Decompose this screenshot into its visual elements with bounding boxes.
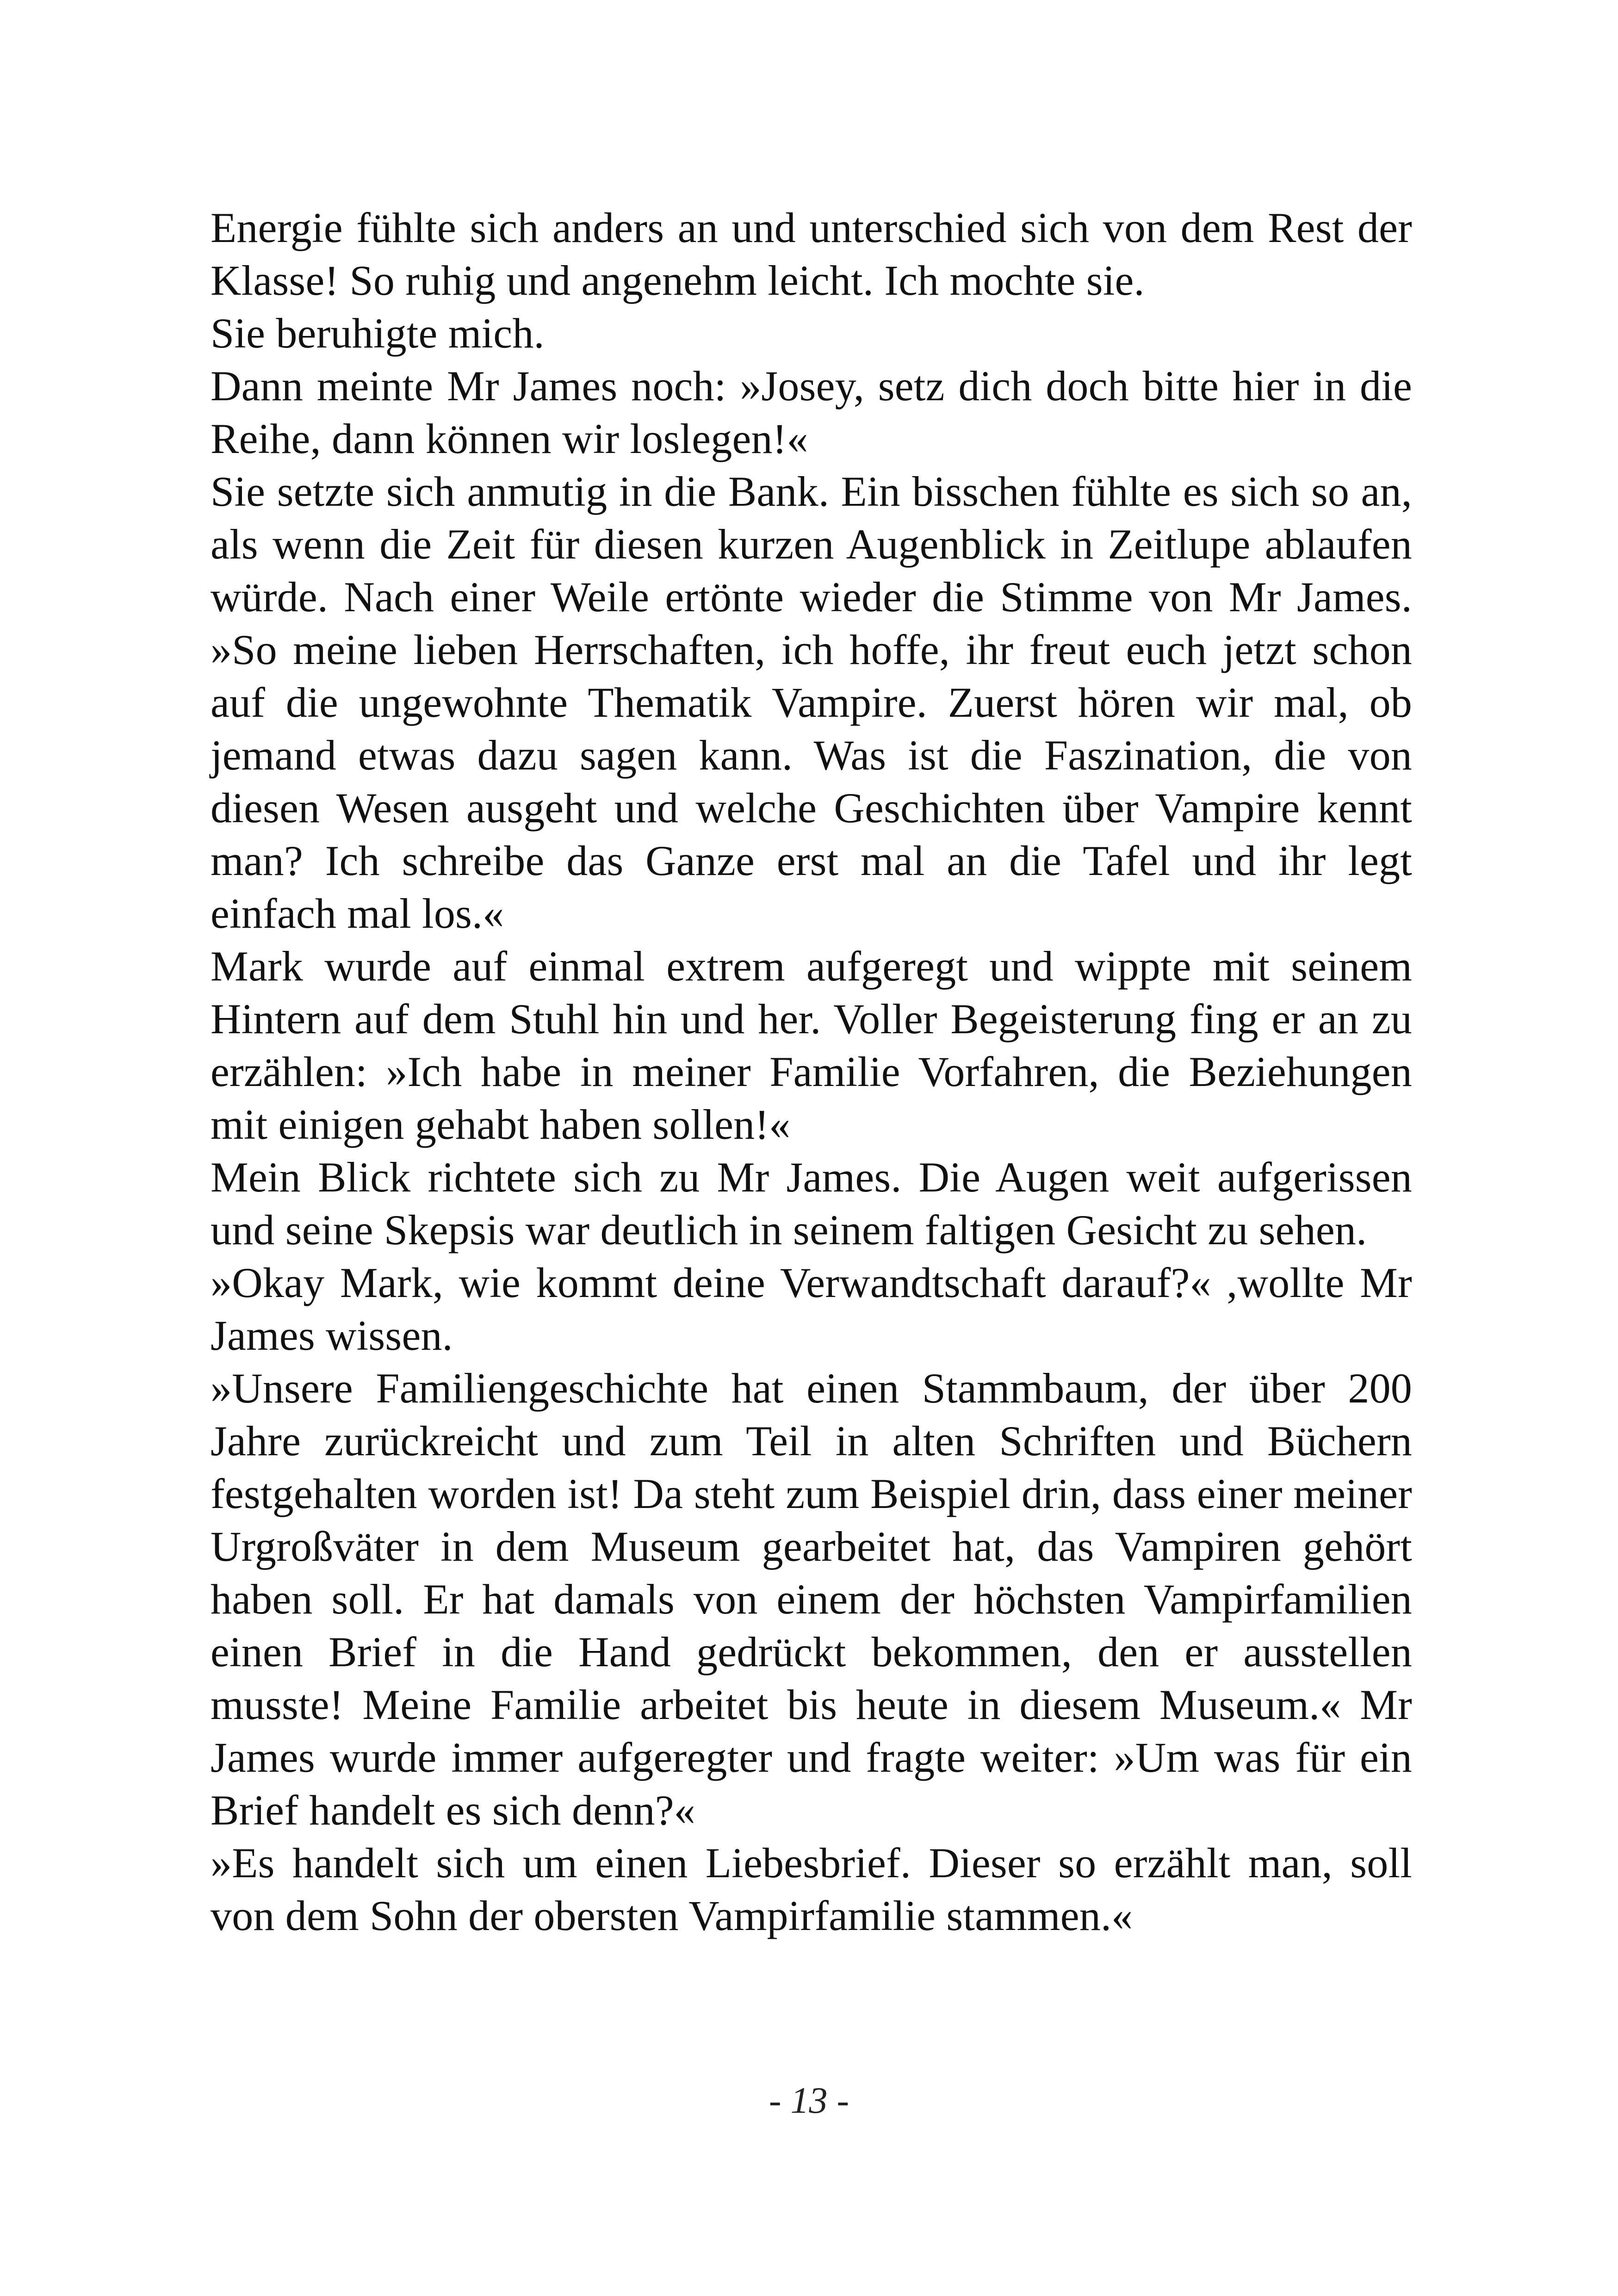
paragraph-1: Energie fühlte sich anders an und unterschied sich von dem Rest der Klasse! So ruhig und angenehm leicht. Ich mochte sie.	[211, 204, 1412, 304]
page-number: - 13 -	[769, 2080, 849, 2121]
paragraph-8: »Unsere Familiengeschichte hat einen Stammbaum, der über 200 Jahre zurückreicht und zum Teil in alten Schriften und Büchern festgehalten worden ist! Da steht zum Beispiel drin, dass einer meiner Urgroßväter in dem Museum gearbeitet hat, das Vampiren gehört haben soll. Er hat damals von einem der höchsten Vampirfamilien einen Brief in die Hand gedrückt bekommen, den er ausstellen musste! Meine Familie arbeitet bis heute in diesem Museum.« Mr James wurde immer aufgeregter und fragte weiter: »Um was für ein Brief handelt es sich denn?«	[211, 1365, 1412, 1834]
paragraph-6: Mein Blick richtete sich zu Mr James. Die Augen weit aufgerissen und seine Skepsis war deutlich in seinem faltigen Gesicht zu sehen.	[211, 1154, 1412, 1253]
paragraph-5: Mark wurde auf einmal extrem aufgeregt und wippte mit seinem Hintern auf dem Stuhl hin und her. Voller Begeisterung fing er an zu erzählen: »Ich habe in meiner Familie Vorfahren, die Beziehungen mit einigen gehabt haben sollen!«	[211, 943, 1412, 1148]
paragraph-4: Sie setzte sich anmutig in die Bank. Ein bisschen fühlte es sich so an, als wenn die Zeit für diesen kurzen Augenblick in Zeitlupe ablaufen würde. Nach einer Weile ertönte wieder die Stimme von Mr James. »So meine lieben Herrschaften, ich hoffe, ihr freut euch jetzt schon auf die ungewohnte Thematik Vampire. Zuerst hören wir mal, ob jemand etwas dazu sagen kann. Was ist die Faszination, die von diesen Wesen ausgeht und welche Geschichten über Vampire kennt man? Ich schreibe das Ganze erst mal an die Tafel und ihr legt einfach mal los.«	[211, 468, 1412, 937]
body-text	[211, 201, 1412, 1942]
paragraph-3: Dann meinte Mr James noch: »Josey, setz dich doch bitte hier in die Reihe, dann können wir loslegen!«	[211, 362, 1412, 462]
paragraph-2: Sie beruhigte mich.	[211, 310, 545, 357]
paragraph-7: »Okay Mark, wie kommt deine Verwandtschaft darauf?« ,wollte Mr James wissen.	[211, 1259, 1412, 1359]
paragraph-9: »Es handelt sich um einen Liebesbrief. Dieser so erzählt man, soll von dem Sohn der obersten Vampirfamilie stammen.«	[211, 1839, 1412, 1939]
